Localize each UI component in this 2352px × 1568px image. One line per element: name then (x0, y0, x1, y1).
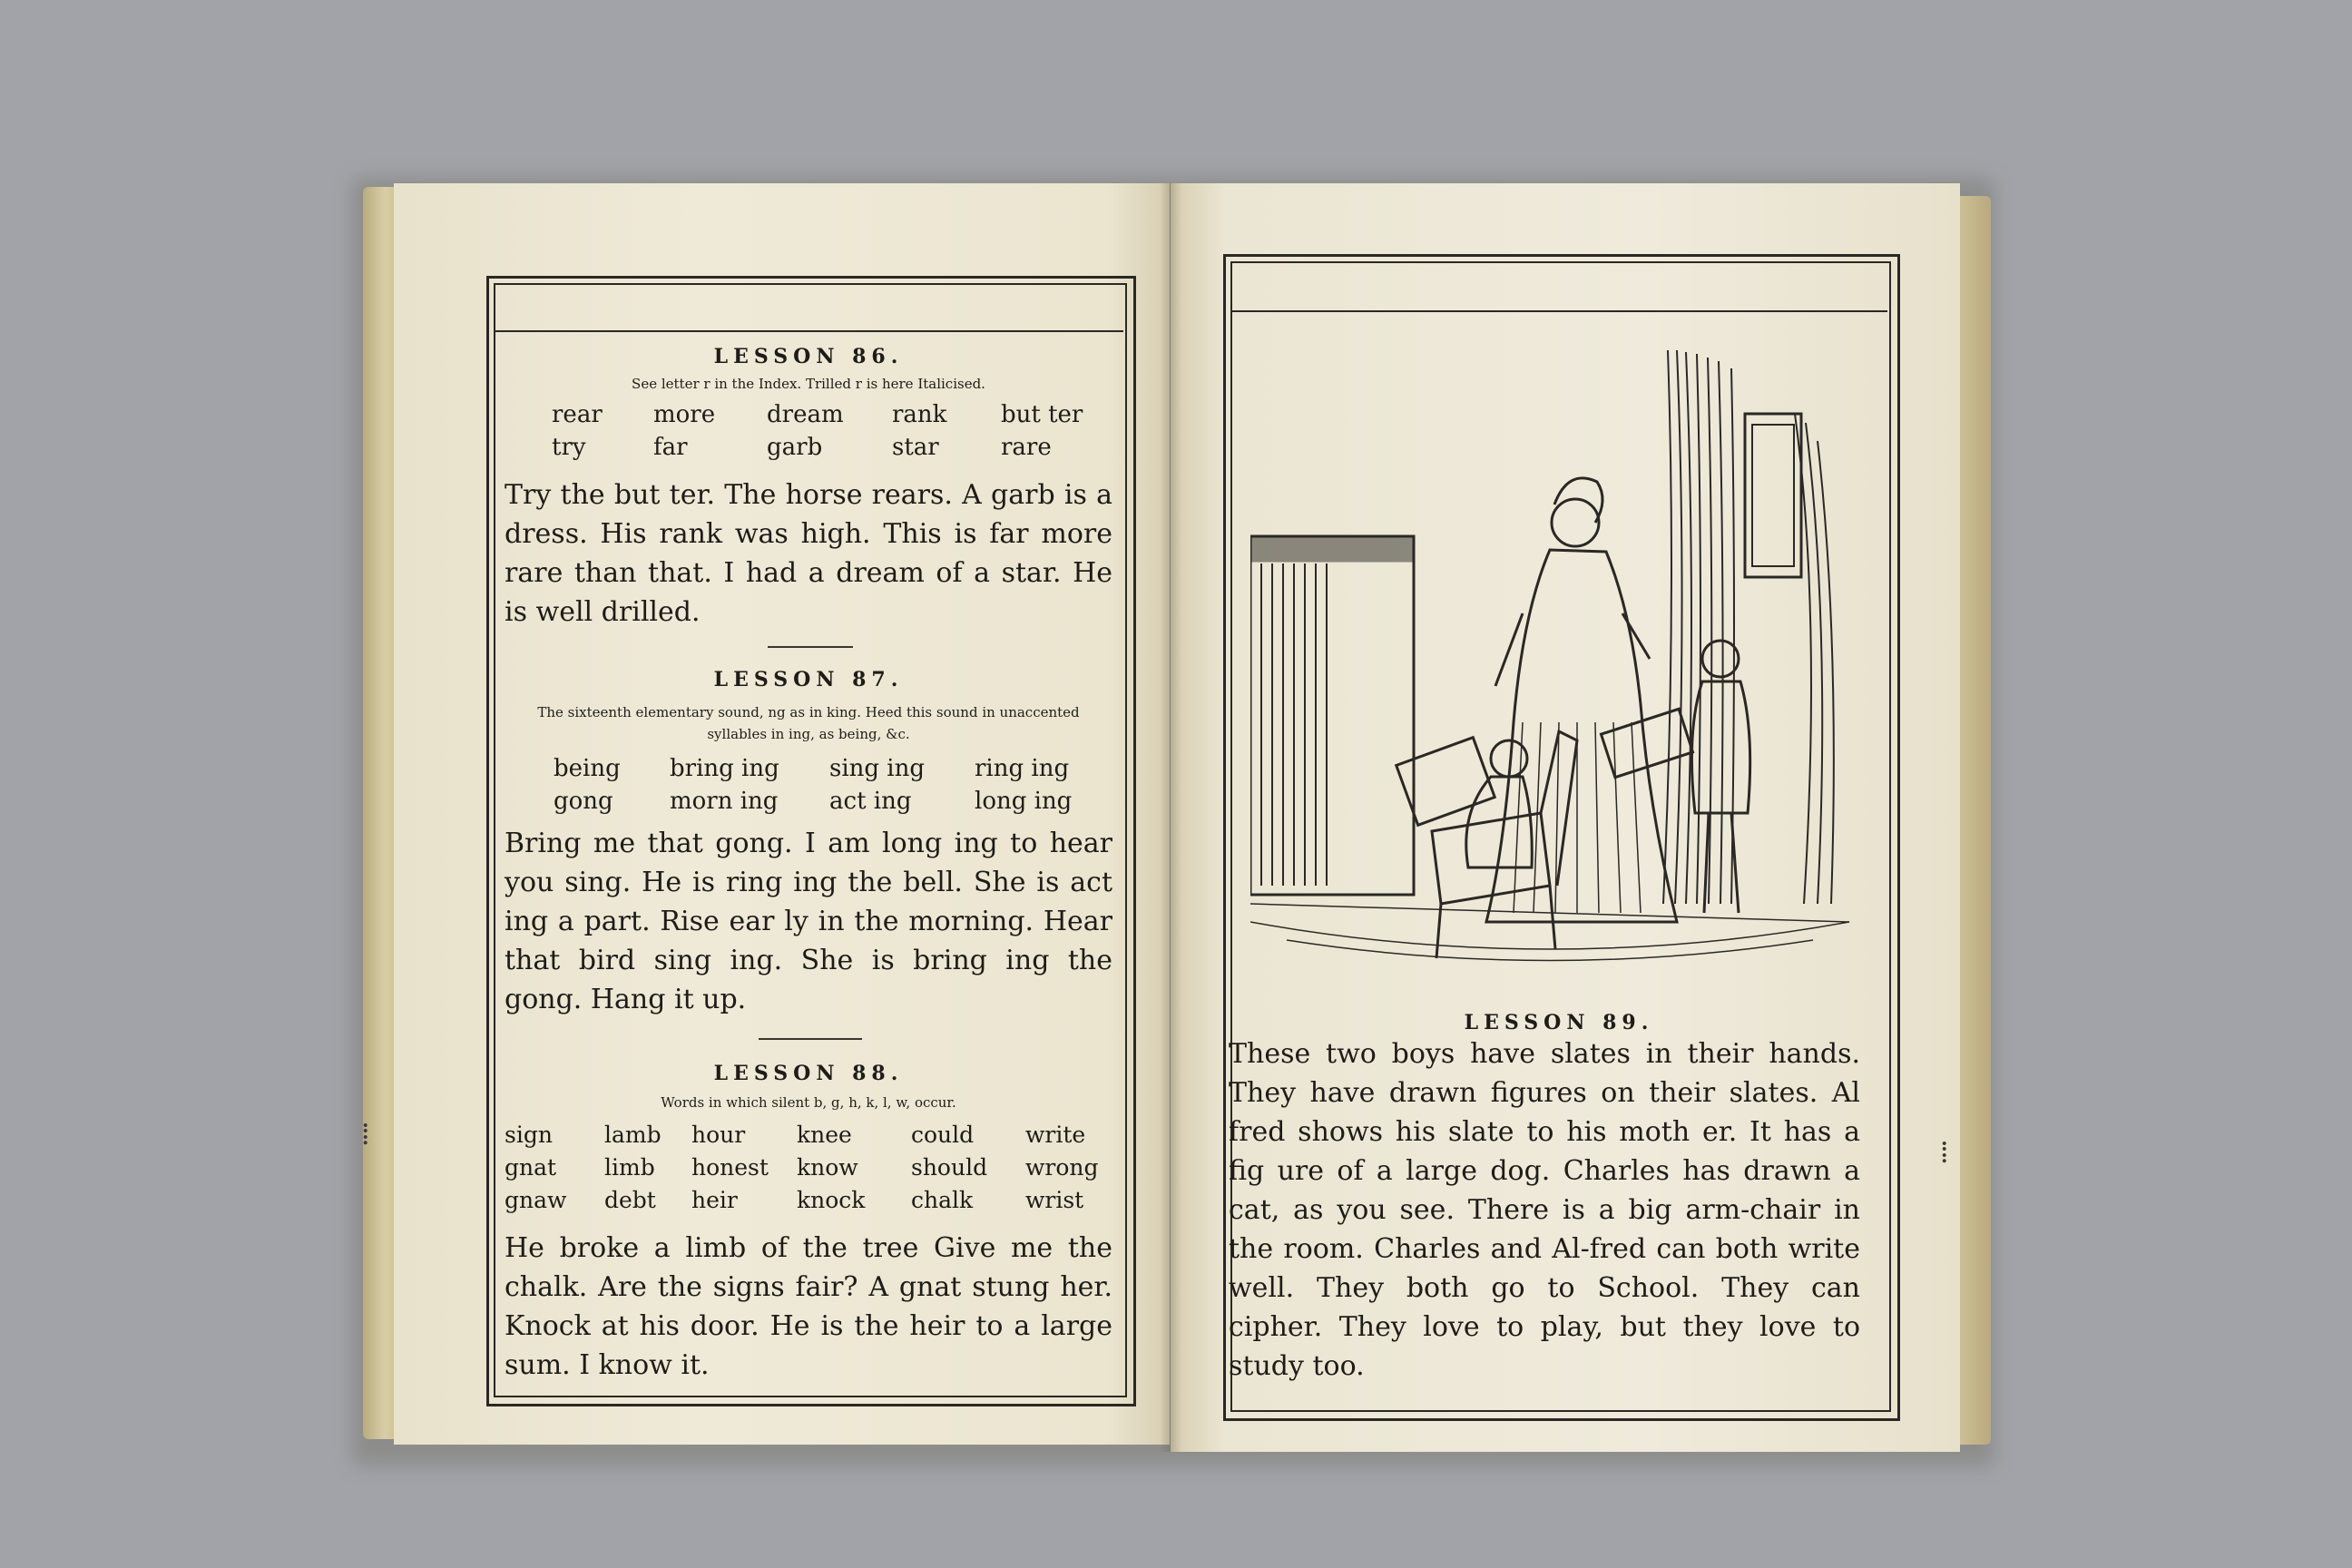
word: try (552, 434, 586, 461)
lesson-88-note: Words in which silent b, g, h, k, l, w, occur. (661, 1094, 956, 1111)
word: ring ing (975, 755, 1070, 782)
word: gnat (505, 1154, 557, 1181)
word: bring ing (670, 755, 779, 782)
word: wrist (1025, 1187, 1084, 1213)
engraving-illustration (1250, 341, 1849, 976)
word: should (911, 1154, 988, 1181)
margin-thumb-mark-left: ⁞ (361, 1116, 370, 1152)
word: knee (797, 1122, 852, 1148)
word: could (911, 1122, 975, 1148)
word: gnaw (505, 1187, 567, 1213)
word: being (554, 755, 621, 782)
cabinet (1250, 536, 1414, 895)
word: wrong (1025, 1154, 1099, 1181)
word: gong (554, 788, 613, 815)
lesson-86-words-row-1 (552, 401, 1083, 428)
slate (1396, 738, 1495, 826)
word: sing ing (829, 755, 926, 782)
word: hour (691, 1122, 746, 1148)
word: heir (691, 1187, 738, 1213)
word: star (892, 434, 939, 461)
lesson-87-note-line-1: The sixteenth elementary sound, ng as in king. Heed this sound in unaccented (537, 704, 1080, 720)
word: rear (552, 401, 603, 428)
word: dream (767, 401, 844, 428)
lesson-88-words-row-2 (505, 1154, 1099, 1181)
lesson-89-text: These two boys have slates in their hands. They have drawn figures on their slates. Al fred shows his slate to his moth er. It has a fig ure of a large dog. Charles has drawn a cat, as you see. There is a big arm-chair in the room. Charles and Al-fred can both write well. They both go to School. They can cipher. They love to play, but they love to study too. (1229, 1038, 1860, 1382)
lesson-86-text: Try the but ter. The horse rears. A garb is a dress. His rank was high. This is far more rare than that. I had a dream of a star. He is well drilled. (505, 479, 1112, 628)
lesson-88-words-row-1 (505, 1122, 1085, 1148)
word: morn ing (670, 788, 779, 815)
word: far (653, 434, 688, 461)
lesson-86-title: LESSON 86. (713, 345, 904, 368)
lesson-87-note-line-2: syllables in ing, as being, &c. (707, 726, 910, 742)
margin-thumb-mark-right: ⁞ (1940, 1134, 1949, 1171)
word: honest (691, 1154, 769, 1181)
word: rank (892, 401, 947, 428)
word: sign (505, 1122, 553, 1148)
word: limb (604, 1154, 655, 1181)
word: long ing (975, 788, 1073, 815)
lesson-87-words-row-1 (554, 755, 1069, 782)
lesson-86-words-row-2 (552, 434, 1052, 461)
lesson-89-title: LESSON 89. (1464, 1011, 1654, 1034)
lesson-87-text: Bring me that gong. I am long ing to hear you sing. He is ring ing the bell. She is act ing a part. Rise ear ly in the morning. Hear that bird sing ing. She is bring ing the gong. Hang it up. (505, 828, 1112, 1015)
curtain (1663, 350, 1834, 904)
lesson-88-title: LESSON 88. (713, 1062, 904, 1085)
word: more (653, 401, 716, 428)
word: lamb (604, 1122, 662, 1148)
word: act ing (829, 788, 912, 815)
lesson-88-words-row-3 (505, 1187, 1083, 1213)
right-header-rule (1230, 310, 1887, 312)
word: chalk (911, 1187, 974, 1213)
window (1745, 414, 1801, 577)
armchair (1432, 731, 1577, 958)
word: but ter (1001, 401, 1083, 428)
lesson-divider (768, 646, 853, 648)
lesson-87-title: LESSON 87. (713, 668, 904, 691)
lesson-88-text: He broke a limb of the tree Give me the chalk. Are the signs fair? A gnat stung her. Knock at his door. He is the heir to a large sum. I know it. (505, 1232, 1112, 1381)
word: rare (1001, 434, 1052, 461)
word: garb (767, 434, 823, 461)
book-gutter (1160, 183, 1181, 1452)
word: debt (604, 1187, 656, 1213)
lesson-86-note: See letter r in the Index. Trilled r is here Italicised. (632, 376, 985, 392)
lesson-87-words-row-2 (554, 788, 1072, 815)
word: write (1025, 1122, 1086, 1148)
left-header-rule (494, 330, 1123, 332)
word: knock (797, 1187, 866, 1213)
lesson-divider (759, 1038, 862, 1040)
floor (1250, 904, 1849, 961)
word: know (797, 1154, 858, 1181)
mother-figure (1486, 478, 1677, 922)
